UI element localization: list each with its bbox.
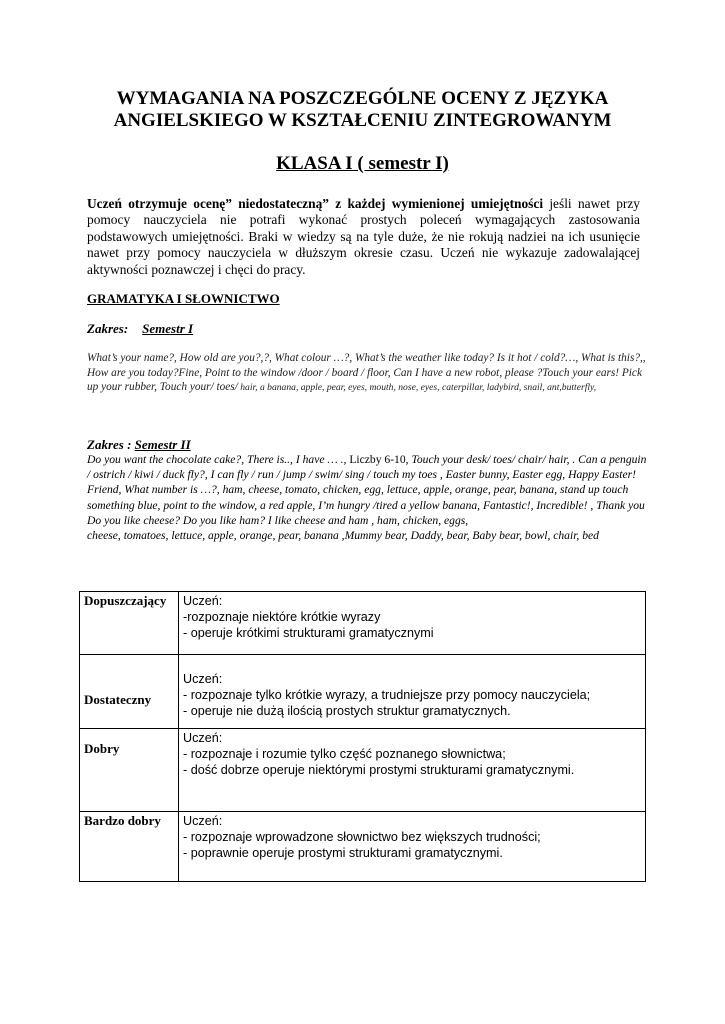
grade-line: - rozpoznaje tylko krótkie wyrazy, a trudniejsze przy pomocy nauczyciela; <box>183 688 591 702</box>
document-title <box>60 88 665 132</box>
semester2-part-a: Do you want the chocolate cake?, There is.., I have … ., <box>87 453 350 466</box>
grade-line: - operuje nie dużą ilością prostych struktur gramatycznych. <box>183 704 511 718</box>
semester1-name: Semestr I <box>142 321 194 336</box>
grade-line: - dość dobrze operuje niektórymi prostymi strukturami gramatycznymi. <box>183 763 575 777</box>
grade-name: Bardzo dobry <box>80 812 179 882</box>
grade-line: - poprawnie operuje prostymi strukturami gramatycznymi. <box>183 846 503 860</box>
grade-line: Uczeń: <box>183 814 223 828</box>
intro-bold-text: Uczeń otrzymuje ocenę” niedostateczną” z każdej wymienionej umiejętności <box>87 196 544 211</box>
grade-description <box>179 812 646 882</box>
semester2-part-c: cheese, tomatoes, lettuce, apple, orange, pear, banana ,Mummy bear, Daddy, bear, Baby bear, bowl, chair, bed <box>87 529 599 543</box>
table-row <box>80 729 646 812</box>
grade-name: Dopuszczający <box>80 592 179 655</box>
semester1-text: What’s your name?, How old are you?,?, What colour …?, What’s the weather like today? Is it hot / cold?…, What is this?,, How are you today?Fine, Point to the window /door / board / floor, Can I have a new robot, please ?Touch your ears! Pick up your rubber, Touch your/ toes/ <box>87 352 646 394</box>
grade-description <box>179 592 646 655</box>
semester2-label: Zakres : <box>87 437 135 452</box>
grades-table <box>79 591 646 882</box>
grade-line: Uczeń: <box>183 731 223 745</box>
grade-name-text: Dostateczny <box>84 691 152 707</box>
title-line-1: WYMAGANIA NA POSZCZEGÓLNE OCENY Z JĘZYKA <box>116 88 609 109</box>
grade-line: Uczeń: <box>183 594 223 608</box>
intro-rest-text: jeśli nawet przy pomocy nauczyciela nie potrafi wykonać prostych poleceń wymagających zastosowania podstawowych umiejętności. Braki w wiedzy są na tyle duże, że nie rokują nadziei na ich usunięcie nawet przy pomocy nauczyciela w dłuższym okresie czasu. Uczeń nie wykazuje zadowalającej aktywności poznawczej i chęci do pracy. <box>87 196 640 277</box>
semester1-vocabulary <box>87 351 647 396</box>
semester2-part-b: Touch your desk/ toes/ chair/ hair, . Can a penguin / ostrich / kiwi / duck fly?, I can fly / run / jump / swim/ sing / touch my toes , Easter bunny, Easter egg, Happy Easter! Friend, What number is …?, ham, cheese, tomato, chicken, egg, lettuce, apple, orange, pear, banana, stand up touch something blue, point to the window, a red apple, I’m hungry /tired a yellow banana, Fantastic!, Incredible! , Thank you Do you like cheese? Do you like ham? I like cheese and ham , ham, chicken, eggs, <box>87 453 647 527</box>
table-row <box>80 812 646 882</box>
semester1-label: Zakres: <box>87 321 129 336</box>
title-line-2: ANGIELSKIEGO W KSZTAŁCENIU ZINTEGROWANYM <box>113 110 612 131</box>
grade-line: - rozpoznaje wprowadzone słownictwo bez większych trudności; <box>183 830 541 844</box>
semester2-heading <box>87 437 191 453</box>
intro-paragraph <box>87 196 640 278</box>
grade-line: - operuje krótkimi strukturami gramatycznymi <box>183 626 434 640</box>
section-heading: GRAMATYKA I SŁOWNICTWO <box>87 291 280 306</box>
semester2-numbers: Liczby 6-10, <box>349 453 409 466</box>
grade-name-text: Dobry <box>84 741 120 756</box>
semester2-name: Semestr II <box>134 437 191 452</box>
grade-line: Uczeń: <box>183 672 223 686</box>
grade-line: -rozpoznaje niektóre krótkie wyrazy <box>183 610 381 624</box>
table-row <box>80 655 646 729</box>
grade-description <box>179 729 646 812</box>
semester1-text-small: hair, a banana, apple, pear, eyes, mouth, nose, eyes, caterpillar, ladybird, snail, ant,butterfly, <box>237 382 597 394</box>
grade-name <box>80 729 179 812</box>
table-row <box>80 592 646 655</box>
grade-name <box>80 655 179 729</box>
semester1-heading <box>87 321 193 337</box>
class-subtitle: KLASA I ( semestr I) <box>276 153 449 174</box>
semester2-vocabulary <box>87 452 647 543</box>
grade-line: - rozpoznaje i rozumie tylko część poznanego słownictwa; <box>183 747 506 761</box>
grade-description <box>179 655 646 729</box>
